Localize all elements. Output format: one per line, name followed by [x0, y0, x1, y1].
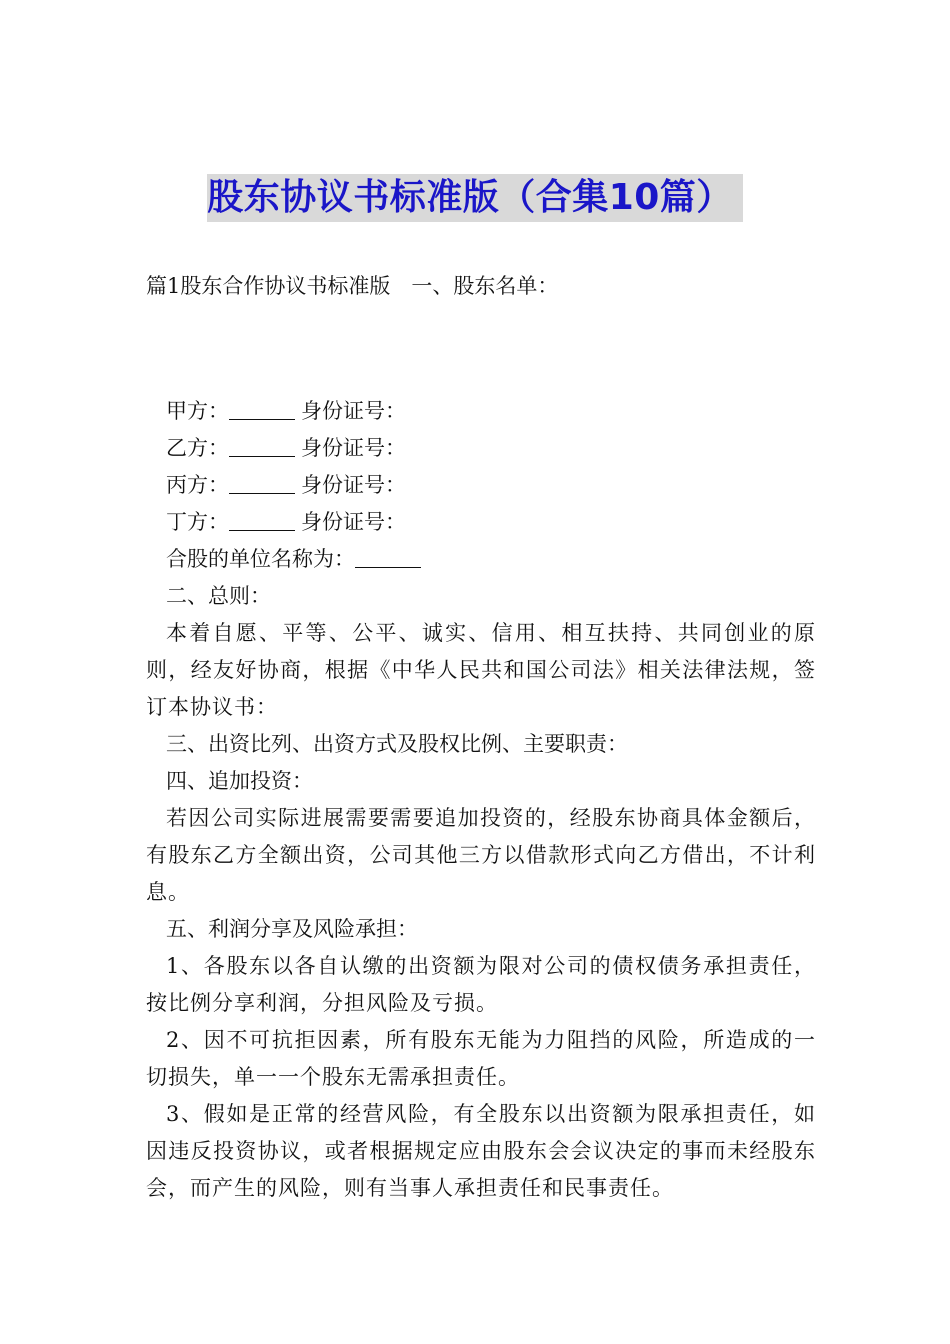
id-label: 身份证号： [301, 510, 406, 534]
id-label: 身份证号： [301, 436, 406, 460]
party-row [146, 393, 816, 430]
profit-item-3: 3、假如是正常的经营风险，有全股东以出资额为限承担责任，如因违反投资协议，或者根据规定应由股东会会议决定的事而未经股东会，而产生的风险，则有当事人承担责任和民事责任。 [146, 1102, 816, 1200]
unit-name-row [146, 541, 816, 578]
profit-item-1: 1、各股东以各自认缴的出资额为限对公司的债权债务承担责任，按比例分享利润，分担风险及亏损。 [146, 954, 816, 1015]
section-heading-additional-investment: 四、追加投资： [166, 769, 313, 793]
section-heading-capital: 三、出资比列、出资方式及股权比例、主要职责： [166, 732, 628, 756]
blank-underline[interactable] [229, 399, 295, 420]
section-heading-profit-risk: 五、利润分享及风险承担： [166, 917, 418, 941]
party-label: 乙方： [166, 436, 229, 460]
party-label: 丁方： [166, 510, 229, 534]
id-label: 身份证号： [301, 399, 406, 423]
blank-underline[interactable] [229, 473, 295, 494]
document-body [146, 268, 816, 1207]
blank-underline[interactable] [355, 547, 421, 568]
party-row [146, 467, 816, 504]
blank-underline[interactable] [229, 436, 295, 457]
blank-underline[interactable] [229, 510, 295, 531]
profit-item-2: 2、因不可抗拒因素，所有股东无能为力阻挡的风险，所造成的一切损失，单一一个股东无需承担责任。 [146, 1028, 816, 1089]
id-label: 身份证号： [301, 473, 406, 497]
investment-paragraph: 若因公司实际进展需要需要追加投资的，经股东协商具体金额后，有股东乙方全额出资，公司其他三方以借款形式向乙方借出，不计利息。 [146, 806, 816, 904]
title-wrap [0, 174, 950, 222]
party-label: 丙方： [166, 473, 229, 497]
unit-name-label: 合股的单位名称为： [166, 547, 355, 571]
party-row [146, 504, 816, 541]
section-heading-general: 二、总则： [166, 584, 271, 608]
party-row [146, 430, 816, 467]
document-title: 股东协议书标准版（合集10篇） [207, 174, 743, 222]
party-label: 甲方： [166, 399, 229, 423]
general-paragraph: 本着自愿、平等、公平、诚实、信用、相互扶持、共同创业的原则，经友好协商，根据《中华人民共和国公司法》相关法律法规，签订本协议书： [146, 621, 816, 719]
party-list [146, 393, 816, 578]
heading-line: 篇1股东合作协议书标准版 一、股东名单： [146, 274, 559, 298]
